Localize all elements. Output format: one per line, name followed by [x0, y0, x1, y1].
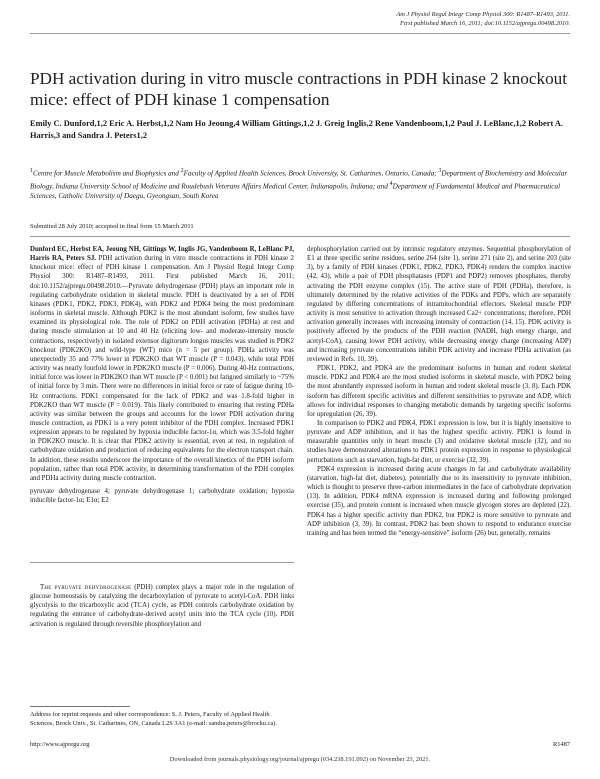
paragraph-pdk-isoforms: PDK1, PDK2, and PDK4 are the predominant isoforms in human and rodent skeletal muscle. PDK2 and PDK4 are the most studied isoforms in skeletal muscle, with PDK2 being the most abundantly expressed isoform in human and rodent skeletal muscle (3, 8). Each PDK isoform has different specific activities and different sensitivities to pyruvate and ADP, which allows for individual responses to changing metabolic demands by targeting specific isoforms for upregulation (26, 39). — [307, 365, 571, 418]
keywords: pyruvate dehydrogenase 4; pyruvate dehydrogenase 1; carbohydrate oxidation; hypoxia inducible factor-1α; E1α; E2 — [30, 488, 294, 505]
paragraph-phosphorylation: dephosphorylation carried out by intrinsic regulatory enzymes. Sequential phosphorylation of E1 at three specific serine residues, serine 264 (site 1), serine 271 (site 2), and serine 203 (site 3), by a family of PDH kinases (PDK1, PDK2, PDK3, PDK4) renders the complex inactive (42, 43), while a pair of PDH phosphatases (PDP1 and PDP2) removes phosphates, thereby activating the PDH enzyme complex (15). The active state of PDH (PDHa), therefore, is ultimately determined by the relative activities of the PDKs and PDPs, which are separately regulated by differing concentrations of intramitochondrial effectors. Skeletal muscle PDP activity is most sensitive to activation through increased Ca2+ concentrations; therefore, PDH activation generally increases with increasing intensity of contraction (14, 15). PDK activity is positively affected by the products of the PDH reaction (NADH, high energy charge, and acetyl-CoA), causing lower PDH activity, while decreasing energy charge (increasing ADP) and increasing pyruvate concentrations inhibit PDK activity and increase PDHa activation (as reviewed in Refs. 10, 39). — [307, 246, 571, 363]
journal-citation: Am J Physiol Regul Integr Comp Physiol 300: R1487–R1493, 2011. — [396, 11, 570, 18]
abstract-body: PDH activation during in vitro muscle contractions in PDH kinase 2 knockout mice: effect of PDH kinase 1 compensation. Am J Physiol Regul Integr Comp Physiol 300: R1487–R1493, 2011. First published March 16, 2011; doi:10.1152/ajpregu.00498.2010.—Pyruvate dehydrogenase (PDH) plays an important role in regulating carbohydrate oxidation in skeletal muscle. PDH is deactivated by a set of PDH kinases (PDK1, PDK2, PDK3, PDK4), with PDK2 and PDK4 being the most predominant isoforms in skeletal muscle. Although PDK2 is the most abundant isoform, few studies have examined its physiological role. The role of PDK2 on PDH activation (PDHa) at rest and during muscle stimulation at 10 and 40 Hz (eliciting low- and moderate-intensity muscle contractions, respectively) in isolated extensor digitorum longus muscles was studied in PDK2 knockout (PDK2KO) and wild-type (WT) mice (n = 5 per group). PDHa activity was unexpectedly 35 and 77% lower in PDK2KO than WT muscle (P = 0.043), while total PDH activity was nearly fourfold lower in PDK2KO muscle (P = 0.006). During 40-Hz contractions, initial force was lower in PDK2KO than WT muscle (P < 0.001) but fatigued similarly to ~75% of initial force by 3 min. There were no differences in initial force or rate of fatigue during 10-Hz contractions. PDK1 compensated for the lack of PDK2 and was 1.8-fold higher in PDK2KO than WT muscle (P = 0.019). This likely contributed to ensuring that resting PDHa activity was similar between the groups and accounts for the lower PDH activation during muscle contraction, as PDK1 is a very potent inhibitor of the PDH complex. Increased PDK1 expression appears to be regulated by hypoxia inducible factor-1α, which was 3.5-fold higher in PDK2KO muscle. It is clear that PDK2 activity is essential, even at rest, in regulation of carbohydrate oxidation and production of reducing equivalents for the electron transport chain. In addition, these results underscore the importance of the overall kinetics of the PDH isoform population, rather than total PDK activity, in determining transformation of the PDH complex and PDHa activity during muscle contraction. — [30, 255, 294, 482]
abstract — [30, 245, 294, 483]
publication-date-doi: First published March 16, 2011; doi:10.1152/ajpregu.00498.2010. — [399, 20, 570, 27]
affiliation-3: Department of Biochemistry and Molecular Biology, Indiana University School of Medicine and Roudebush Veterans Affairs Medical Center, Indianapolis, Indiana; and — [30, 169, 568, 190]
introduction — [30, 583, 294, 629]
affiliation-2: Faculty of Applied Health Sciences, Brock University, St. Catharines, Ontario, Canada; — [183, 169, 439, 178]
affiliation-1: Centre for Muscle Metabolism and Biophysics and — [33, 169, 181, 178]
right-column — [307, 245, 571, 538]
footnote-rule — [30, 706, 130, 707]
left-column — [30, 245, 294, 505]
download-notice: Downloaded from journals.physiology.org/journal/ajpregu (034.238.191.092) on November 23, 2021. — [169, 756, 431, 763]
journal-header — [396, 10, 570, 28]
submission-dates: Submitted 28 July 2010; accepted in final form 15 March 2011 — [30, 223, 194, 230]
intro-lead-in: The pyruvate dehydrogenase — [40, 584, 132, 591]
header-rule — [30, 33, 570, 34]
paragraph-pdk4: PDK4 expression is increased during acute changes in fat and carbohydrate availability (starvation, high-fat diet, diabetes), potentially due to its insensitivity to pyruvate inhibition, which is thought to preserve three-carbon intermediates in the face of carbohydrate deprivation (13). In addition, PDK4 mRNA expression is increased during and following prolonged exercise (35), and protein content is increased when muscle glycogen stores are depleted (22). PDK4 has a higher specific activity than PDK2, but PDK2 is more sensitive to pyruvate and ADP inhibition (3, 39). In contrast, PDK2 has been shown to respond to endurance exercise training and has been termed the “energy-sensitive” isoform (26) but, generally, remains — [307, 465, 571, 537]
journal-url-link[interactable]: http://www.ajpregu.org — [30, 741, 90, 748]
title-block-rule — [30, 236, 570, 237]
abstract-rule — [30, 562, 294, 563]
paragraph-pdk1: In comparison to PDK2 and PDK4, PDK1 expression is low, but it is highly insensitive to pyruvate and ADP inhibition, and it has the highest specific activity. PDK1 is found in measurable quantities only in heart muscle (3) and oxidative skeletal muscle (32), and no studies have demonstrated alterations to PDK1 protein expression in response to physiological perturbations such as starvation, high-fat diet, or exercise (32, 39). — [307, 419, 571, 464]
correspondence-note: Address for reprint requests and other correspondence: S. J. Peters, Faculty of Applied Health Sciences, Brock Univ., St. Catharines, ON, Canada L2S 3A1 (e-mail: sandra.peters@brocku.ca). — [30, 711, 278, 727]
abstract-citation: Dunford EC, Herbst EA, Jeoung NH, Gittings W, Inglis JG, Vandenboom R, LeBlanc PJ, Harris RA, Peters SJ. — [30, 246, 294, 263]
affiliation-4: Department of Fundamental Medical and Pharmaceutical Sciences, Catholic University of Daegu, Gyeongsan, South Korea — [30, 181, 561, 201]
article-title: PDH activation during in vitro muscle contractions in PDH kinase 2 knockout mice: effect of PDH kinase 1 compensation — [30, 69, 568, 109]
page-number: R1487 — [552, 741, 570, 748]
intro-text: (PDH) complex plays a major role in the regulation of glucose homeostasis by catalyzing the decarboxylation of pyruvate to acetyl-CoA. PDH links glycolysis to the tricarboxylic acid (TCA) cycle, as PDH controls carbohydrate oxidation by regulating the entrance of carbohydrate-derived acetyl units into the TCA cycle (10). PDH activation is regulated through reversible phosphorylation and — [30, 584, 295, 628]
author-list: Emily C. Dunford,1,2 Eric A. Herbst,1,2 Nam Ho Jeoung,4 William Gittings,1,2 J. Greig Inglis,2 Rene Vandenboom,1,2 Paul J. LeBlanc,1,2 Robert A. Harris,3 and Sandra J. Peters1,2 — [30, 119, 564, 140]
affiliations: $^1$Centre for Muscle Metabolism and Biophysics and $^2$Faculty of Applied Health Sciences, Brock University, St. Catharines, Ontario, Canada; $^3$Department of Biochemistry and Molecular Biology, Indiana University School of Medicine and Roudebush Veterans Affairs Medical Center, Indianapolis, Indiana; and $^4$Department of Fundamental Medical and Pharmaceutical Sciences, Catholic University of Daegu, Gyeongsan, South Korea — [30, 168, 568, 201]
